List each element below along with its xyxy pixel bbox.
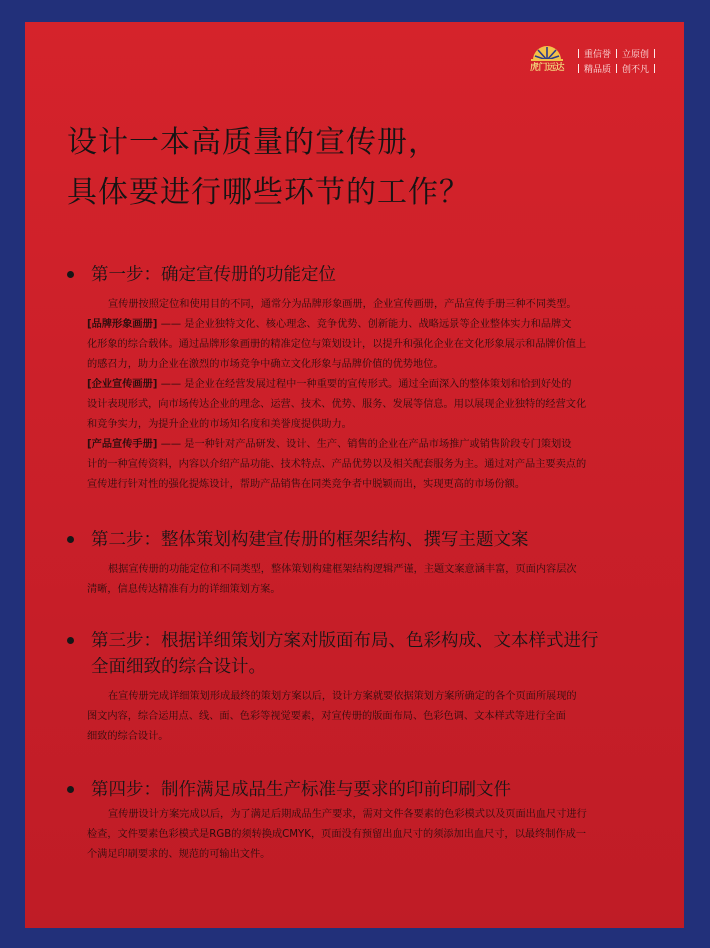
step-heading: 第三步：根据详细策划方案对版面布局、色彩构成、文本样式进行 全面细致的综合设计。 <box>65 628 665 680</box>
step-paragraph: 根据宣传册的功能定位和不同类型，整体策划构建框架结构逻辑严谨，主题文案意涵丰富，页面内容层次 清晰，信息传达精准有力的详细策划方案。 <box>87 564 577 595</box>
slogan: 重信誉 <box>584 50 612 60</box>
slogan-row <box>573 61 683 76</box>
slogan: 精品质 <box>584 65 612 75</box>
step-heading: 第二步：整体策划构建宣传册的框架结构、撰写主题文案 <box>65 527 665 553</box>
slogan: 立原创 <box>622 50 650 60</box>
bullet-icon <box>67 271 74 278</box>
step-paragraph: [品牌形象画册] —— 是企业独特文化、核心理念、竞争优势、创新能力、战略远景等企业整体实力和品牌文 化形象的综合载体。通过品牌形象画册的精准定位与策划设计，以提升和强化企业在文化形象展示和品牌价值上 的感召力，助力企业在激烈的市场竞争中确立文化形象与品牌价值的优势地位。 [企业宣传画册] —— 是企业在经营发展过程中一种重要的宣传形式。通过全面深入的整体策划和恰到好处的 设计表现形式，向市场传达企业的理念、运营、技术、优势、服务、发展等信息。用以展现企业独特的经营文化 和竞争实力，为提升企业的市场知名度和美誉度提供助力。 [产品宣传手册] —— 是一种针对产品研发、设计、生产、销售的企业在产品市场推广或销售阶段专门策划设 计的一种宣传资料，内容以介绍产品功能、技术特点、产品优势以及相关配套服务为主。通过对产品主要卖点的 宣传进行针对性的强化提炼设计，帮助产品销售在同类竞争者中脱颖而出，实现更高的市场份额。 <box>87 319 587 490</box>
title-line: 设计一本高质量的宣传册， <box>67 125 439 160</box>
term-label: [产品宣传手册] <box>87 439 158 450</box>
step-3-section <box>65 628 665 747</box>
bullet-icon <box>67 637 74 644</box>
step-paragraph: 宣传册按照定位和使用目的不同，通常分为品牌形象画册，企业宣传画册，产品宣传手册三种不同类型。 <box>108 299 577 310</box>
term-label: [企业宣传画册] <box>87 379 158 390</box>
step-heading: 第一步：确定宣传册的功能定位 <box>65 262 665 288</box>
page-title <box>67 118 667 218</box>
step-2-section <box>65 527 665 600</box>
brand-slogans <box>573 46 683 76</box>
brand-name: 虎门远达 <box>529 63 564 73</box>
bullet-icon <box>67 786 74 793</box>
title-line: 具体要进行哪些环节的工作？ <box>67 175 470 210</box>
step-1-section <box>65 262 665 495</box>
sunrise-icon <box>525 40 569 62</box>
term-label: [品牌形象画册] <box>87 319 158 330</box>
slogan-row <box>573 46 683 61</box>
step-heading: 第四步：制作满足成品生产标准与要求的印前印刷文件 <box>65 777 665 803</box>
step-4-section <box>65 777 665 865</box>
step-paragraph: 宣传册设计方案完成以后，为了满足后期成品生产要求，需对文件各要素的色彩模式以及页面出血尺寸进行 检查，文件要素色彩模式是RGB的须转换成CMYK，页面没有预留出血尺寸的须添加出血尺寸，以最终制作成一 个满足印刷要求的、规范的可输出文件。 <box>87 809 587 860</box>
bullet-icon <box>67 536 74 543</box>
slogan: 创不凡 <box>622 65 650 75</box>
brand-logo <box>525 40 569 76</box>
poster <box>25 22 684 928</box>
step-paragraph: 在宣传册完成详细策划形成最终的策划方案以后，设计方案就要依据策划方案所确定的各个页面所展现的 图文内容，综合运用点、线、面、色彩等视觉要素，对宣传册的版面布局、色彩色调、文本样式等进行全面 细致的综合设计。 <box>87 691 577 742</box>
